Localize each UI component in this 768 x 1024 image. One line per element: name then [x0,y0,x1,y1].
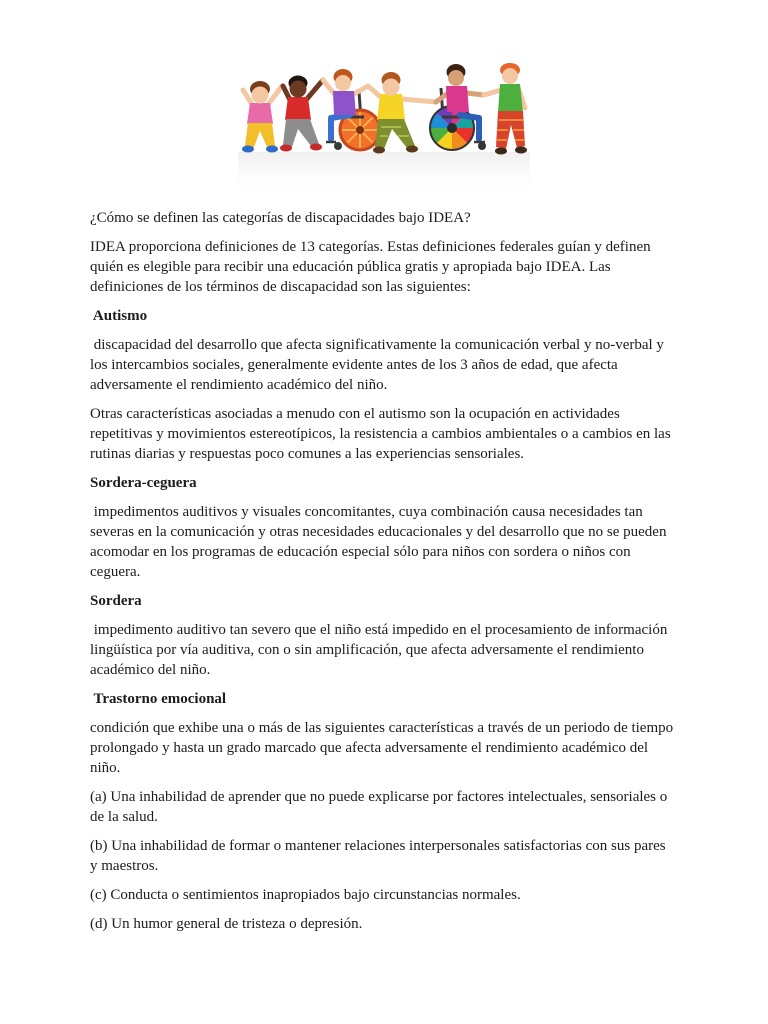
pants [283,119,319,147]
list-item-line: (a) Una inhabilidad de aprender que no puede explicarse por factores intelectuales, sensoriales o [90,789,668,805]
paragraph-line: niño. [90,760,121,776]
sordera-ceguera-definition-paragraph [90,502,710,582]
paragraph-line: impedimento auditivo tan severo que el niño está impedido en el procesamiento de información [90,622,668,638]
section-heading-sordera-ceguera [90,473,710,493]
shirt [247,103,273,124]
list-item-line: de la salud. [90,809,158,825]
shoe [406,146,418,153]
shoe [242,146,254,153]
shirt [333,91,356,115]
section-heading: Autismo [90,308,148,324]
head [335,75,351,91]
section-heading: Sordera-ceguera [90,475,197,491]
paragraph-line: discapacidad del desarrollo que afecta significativamente la comunicación verbal y no-verbal y [90,337,664,353]
shirt [285,97,311,120]
autismo-definition-paragraph [90,335,710,395]
intro-paragraph [90,237,710,297]
question-text: ¿Cómo se definen las categorías de discapacidades bajo IDEA? [90,210,471,226]
list-item-line: (d) Un humor general de tristeza o depresión. [90,916,363,932]
pants [375,119,415,149]
list-item-b [90,836,710,876]
shoe [266,146,278,153]
paragraph-line: Otras características asociadas a menudo con el autismo son la ocupación en actividades [90,406,620,422]
paragraph-line: acomodar en los programas de educación especial sólo para niños con sordera o niños con [90,544,631,560]
child-figure-green-shirt [484,63,527,155]
wheelchair-wheel-rainbow [430,106,474,150]
trastorno-emocional-definition-paragraph [90,718,710,778]
children-holding-hands-illustration [238,62,530,198]
floor-reflection [238,152,530,198]
paragraph-line: condición que exhibe una o más de las siguientes características a través de un periodo de tiempo [90,720,674,736]
paragraph-line: adversamente el rendimiento académico del niño. [90,377,388,393]
autismo-characteristics-paragraph [90,404,710,464]
child-figure-pink-shirt [242,81,282,153]
intro-line: definiciones de los términos de discapacidad son las siguientes: [90,279,471,295]
section-heading-trastorno-emocional [90,689,710,709]
intro-line: IDEA proporciona definiciones de 13 categorías. Estas definiciones federales guían y definen [90,239,651,255]
paragraph-line: académico del niño. [90,662,211,678]
list-item-d [90,914,710,934]
shoe [280,145,292,152]
document-body [90,208,710,943]
wheelchair-front-wheel [334,142,342,150]
shoe [373,147,385,154]
wheelchair-front-wheel [478,142,486,150]
right-arm [401,99,436,102]
list-item-c [90,885,710,905]
sordera-definition-paragraph [90,620,710,680]
section-heading-autismo [90,306,710,326]
paragraph-line: impedimentos auditivos y visuales concomitantes, cuya combinación causa necesidades tan [90,504,643,520]
child-figure-yellow-shirt [368,72,436,154]
list-item-line: y maestros. [90,858,159,874]
head [383,79,400,96]
paragraph-line: prolongado y hasta un grado marcado que afecta adversamente el rendimiento académico del [90,740,649,756]
head [448,70,464,86]
child-figure-wheelchair-pink [430,64,486,150]
section-heading: Trastorno emocional [90,691,227,707]
head [502,68,518,84]
head [252,87,269,104]
pants [245,123,275,147]
wheel-hub [356,126,364,134]
right-arm [306,80,323,100]
child-figure-wheelchair-purple [323,69,380,150]
question-paragraph [90,208,710,228]
shirt [446,86,469,112]
paragraph-line: ceguera. [90,564,141,580]
paragraph-line: repetitivas y movimientos estereotípicos, la resistencia a cambios ambientales o a cambios en las [90,426,671,442]
paragraph-line: lingüística por vía auditiva, con o sin amplificación, que afecta adversamente el rendimiento [90,642,644,658]
list-item-line: (c) Conducta o sentimientos inapropiados bajo circunstancias normales. [90,887,521,903]
shoe [310,144,322,151]
paragraph-line: los intercambios sociales, generalmente evidente antes de los 3 años de edad, que afecta [90,357,618,373]
paragraph-line: severas en la comunicación y otras necesidades educacionales y del desarrollo que no se pueden [90,524,667,540]
paragraph-line: rutinas diarias y respuestas poco comunes a las experiencias sensoriales. [90,446,525,462]
section-heading: Sordera [90,593,142,609]
head [290,81,307,98]
shirt [377,94,405,120]
right-arm [466,93,484,95]
wheel-hub [447,123,457,133]
list-item-line: (b) Una inhabilidad de formar o mantener relaciones interpersonales satisfactorias con sus pares [90,838,666,854]
left-arm [484,90,501,95]
child-figure-red-shirt [280,76,323,152]
shoe [515,147,527,154]
list-item-a [90,787,710,827]
shirt [498,84,523,112]
section-heading-sordera [90,591,710,611]
shoe [495,148,507,155]
intro-line: quién es elegible para recibir una educación pública gratis y apropiada bajo IDEA. Las [90,259,611,275]
